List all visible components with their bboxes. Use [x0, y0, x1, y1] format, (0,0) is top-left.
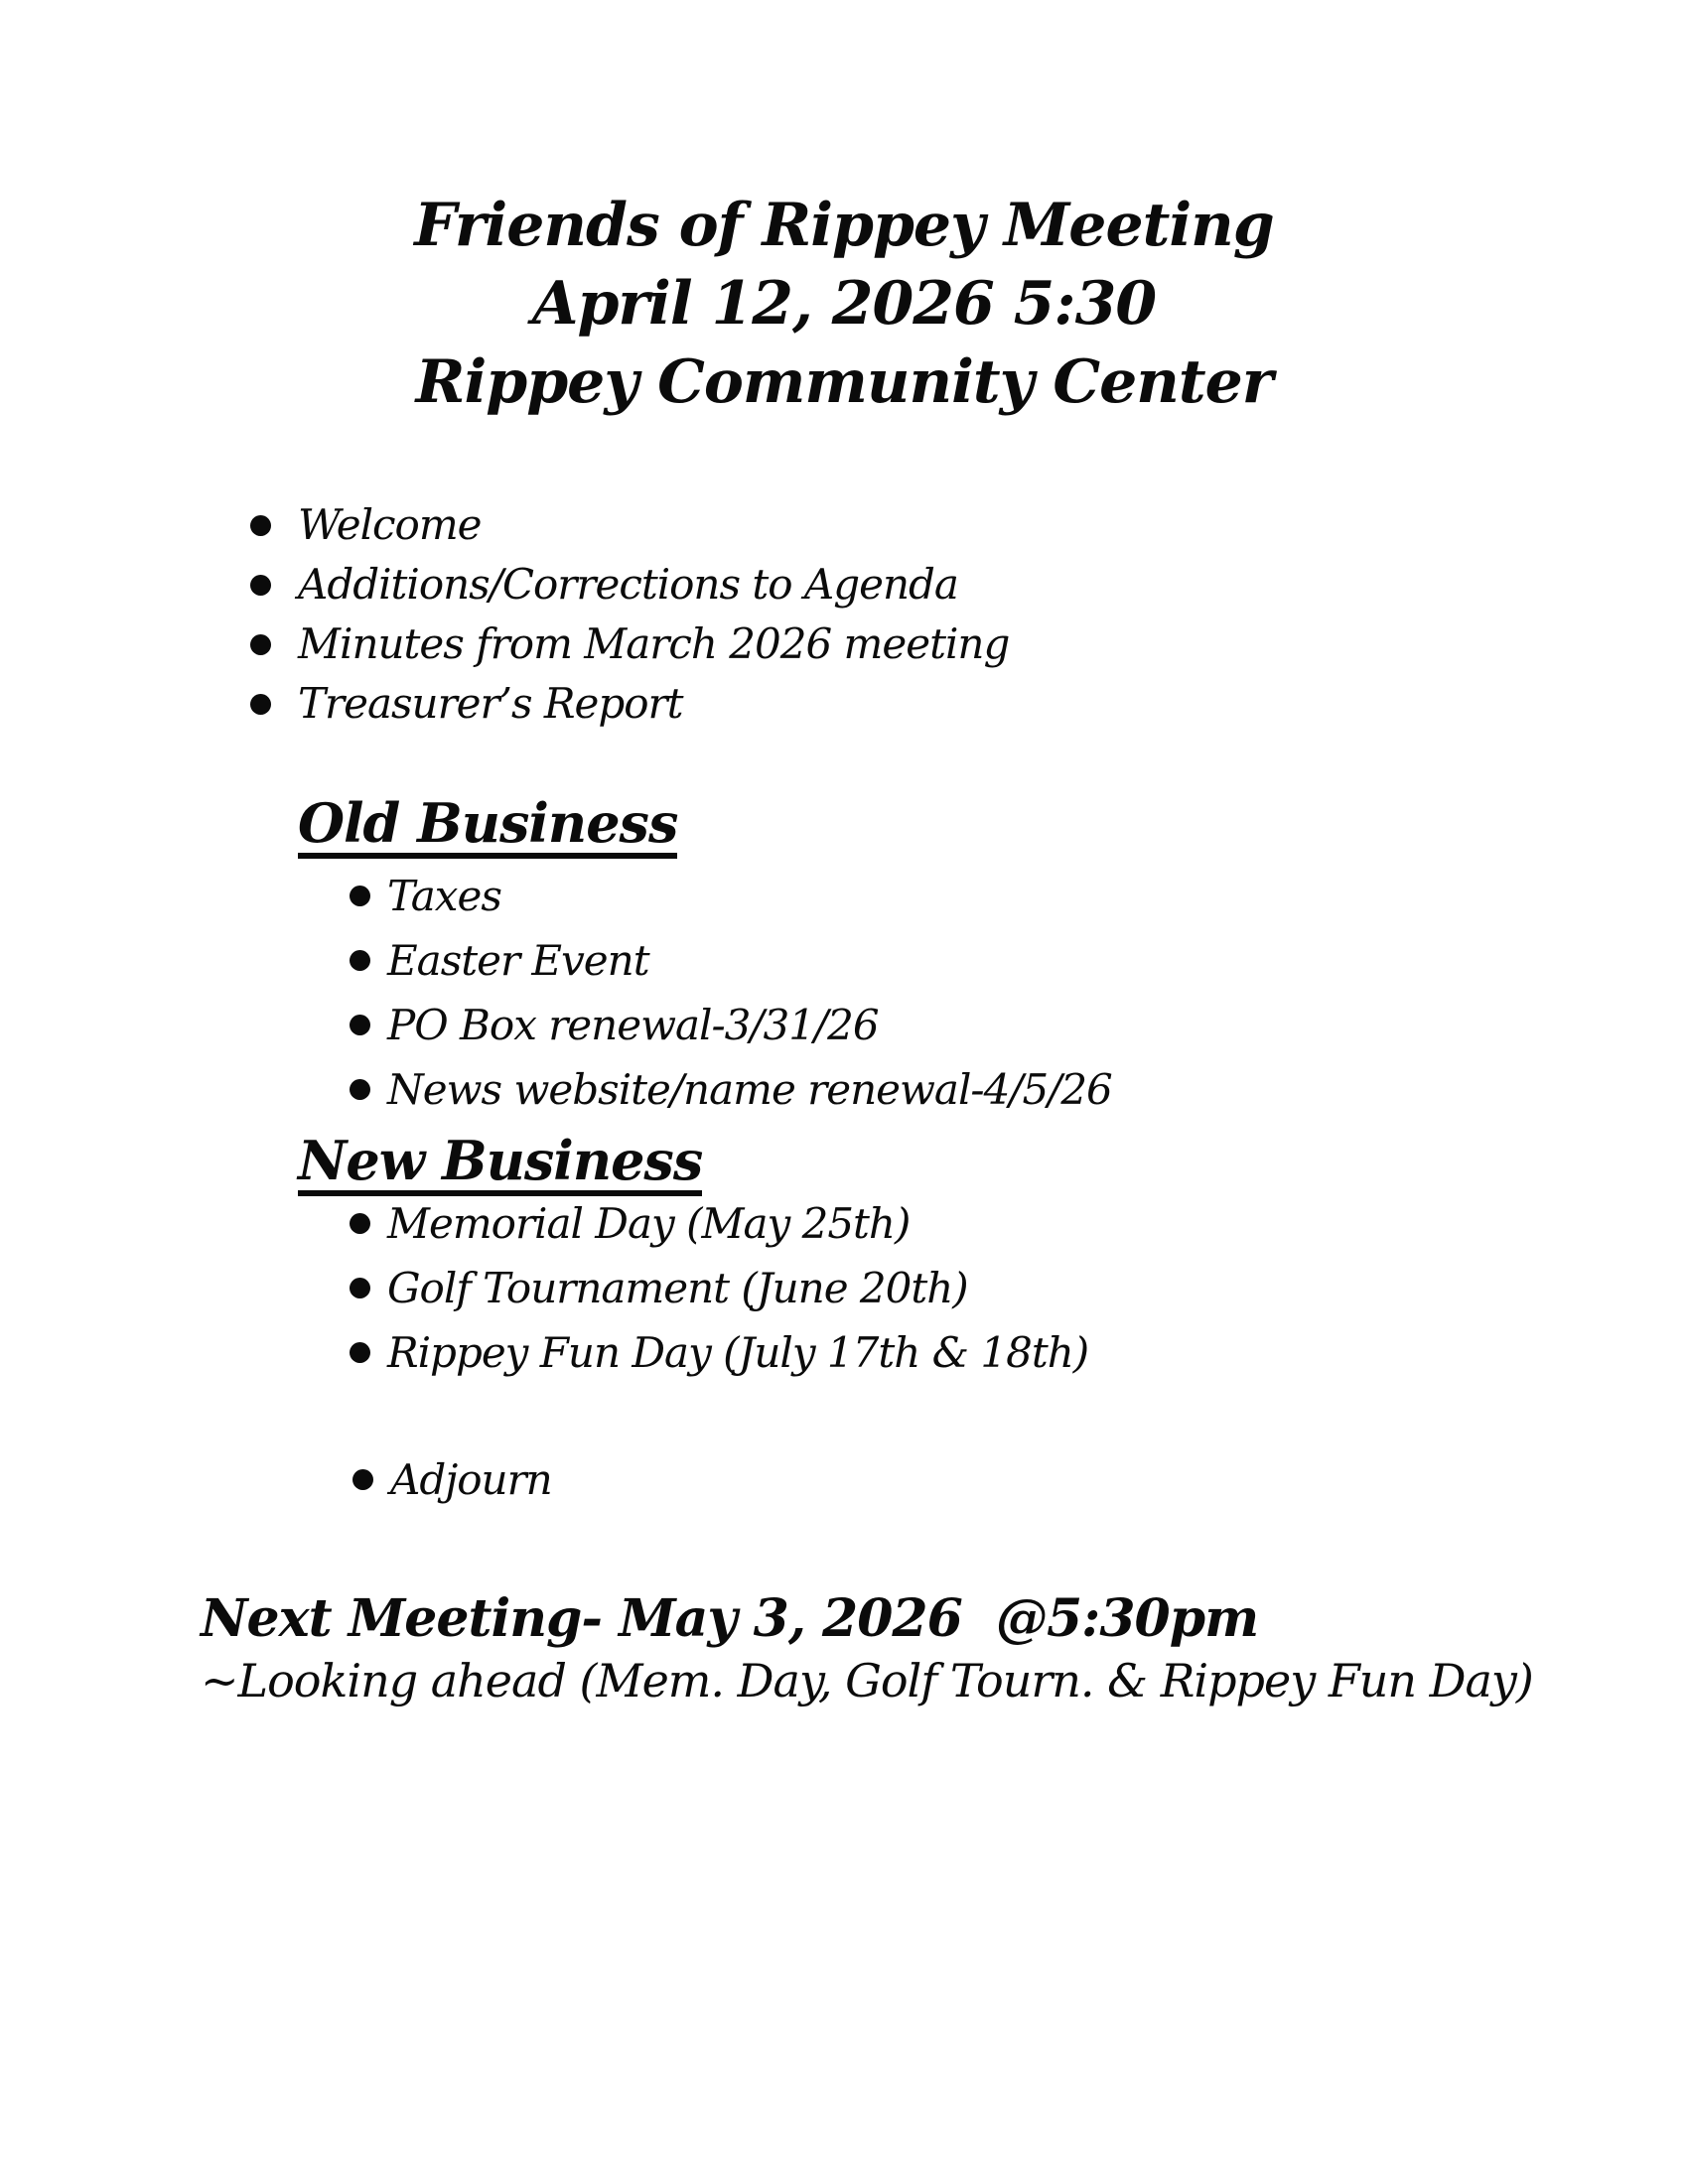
- list-item: [350, 1057, 1112, 1122]
- bullet-icon: [250, 694, 271, 715]
- list-item: [350, 864, 1112, 928]
- list-item-label: PO Box renewal-3/31/26: [387, 1001, 879, 1049]
- list-item-label: Golf Tournament (June 20th): [387, 1264, 968, 1312]
- list-item: [352, 1447, 552, 1512]
- list-item-label: Taxes: [387, 872, 501, 920]
- list-item-label: News website/name renewal-4/5/26: [387, 1065, 1112, 1114]
- list-item: [350, 928, 1112, 993]
- list-item: [250, 674, 1009, 734]
- document-title: Friends of Rippey Meeting: [414, 191, 1274, 260]
- list-item: [350, 993, 1112, 1057]
- new-business-list: [350, 1191, 1088, 1385]
- bullet-icon: [250, 575, 271, 596]
- bullet-icon: [350, 886, 370, 906]
- adjourn-list: [352, 1447, 552, 1512]
- adjourn-label: Adjourn: [390, 1455, 552, 1504]
- list-item-label: Welcome: [298, 500, 482, 549]
- bullet-icon: [250, 515, 271, 536]
- bullet-icon: [350, 1015, 370, 1035]
- list-item-label: Minutes from March 2026 meeting: [298, 619, 1010, 668]
- list-item-label: Easter Event: [387, 936, 649, 985]
- list-item: [250, 614, 1009, 674]
- list-item-label: Additions/Corrections to Agenda: [298, 560, 958, 609]
- meeting-datetime: April 12, 2026 5:30: [531, 269, 1157, 339]
- list-item-label: Treasurer’s Report: [298, 679, 683, 728]
- bullet-icon: [350, 1278, 370, 1298]
- list-item: [350, 1191, 1088, 1256]
- bullet-icon: [350, 1079, 370, 1100]
- list-item: [250, 495, 1009, 555]
- agenda-list: [250, 495, 1009, 734]
- bullet-icon: [350, 1213, 370, 1234]
- old-business-heading-label: Old Business: [298, 794, 677, 859]
- new-business-heading-label: New Business: [298, 1132, 702, 1196]
- bullet-icon: [352, 1469, 373, 1490]
- document-header: [0, 187, 1688, 422]
- bullet-icon: [350, 1342, 370, 1363]
- old-business-heading: [298, 791, 678, 859]
- looking-ahead-line: ~Looking ahead (Mem. Day, Golf Tourn. & Rippey Fun Day): [201, 1654, 1533, 1707]
- meeting-location: Rippey Community Center: [415, 347, 1273, 417]
- list-item: [350, 1320, 1088, 1385]
- list-item-label: Rippey Fun Day (July 17th & 18th): [387, 1328, 1089, 1377]
- list-item-label: Memorial Day (May 25th): [387, 1199, 911, 1248]
- old-business-list: [350, 864, 1112, 1122]
- bullet-icon: [250, 634, 271, 655]
- new-business-heading: [298, 1129, 703, 1196]
- bullet-icon: [350, 950, 370, 971]
- list-item: [350, 1256, 1088, 1320]
- list-item: [250, 555, 1009, 614]
- next-meeting-line: Next Meeting- May 3, 2026 @5:30pm: [201, 1588, 1259, 1649]
